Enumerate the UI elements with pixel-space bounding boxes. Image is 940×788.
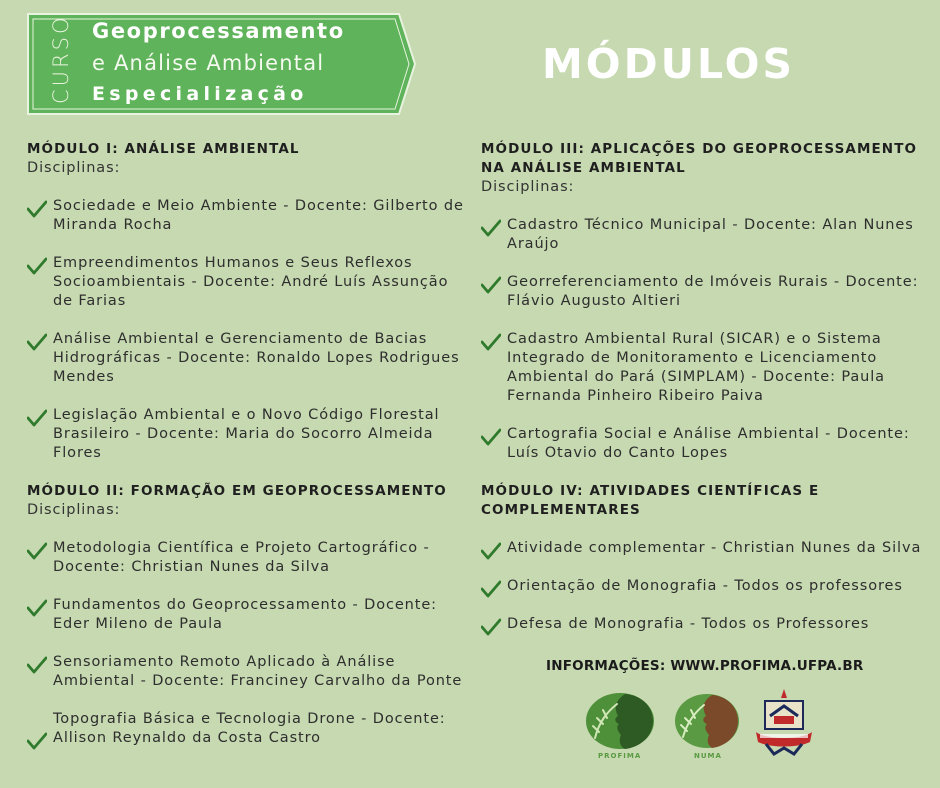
check-icon	[481, 428, 501, 446]
item-text: Cadastro Técnico Municipal - Docente: Alan Nunes Araújo	[507, 217, 914, 252]
item-text: Fundamentos do Geoprocessamento - Docente: Eder Mileno de Paula	[53, 597, 437, 632]
banner-line-2: e Análise Ambiental	[92, 51, 325, 75]
list-item	[27, 197, 467, 235]
module-title: MÓDULO IV: ATIVIDADES CIENTÍFICAS E COMPLEMENTARES	[481, 483, 820, 518]
check-icon	[27, 409, 47, 427]
list-item	[481, 425, 921, 463]
banner-line-3: Especialização	[92, 83, 308, 105]
item-text: Sociedade e Meio Ambiente - Docente: Gilberto de Miranda Rocha	[53, 198, 464, 233]
check-icon	[481, 333, 501, 351]
check-icon	[481, 618, 501, 636]
list-item	[27, 710, 467, 748]
item-text: Georreferenciamento de Imóveis Rurais - Docente: Flávio Augusto Altieri	[507, 274, 919, 309]
profima-logo	[585, 692, 655, 752]
list-item	[27, 596, 467, 634]
check-icon	[27, 599, 47, 617]
check-icon	[481, 580, 501, 598]
list-item	[27, 653, 467, 691]
list-item	[481, 330, 921, 406]
disciplines-label: Disciplinas:	[27, 502, 121, 518]
item-text: Legislação Ambiental e o Novo Código Florestal Brasileiro - Docente: Maria do Socorro Almeida Flores	[53, 407, 440, 461]
module-title: MÓDULO I: ANÁLISE AMBIENTAL	[27, 141, 300, 157]
item-text: Sensoriamento Remoto Aplicado à Análise Ambiental - Docente: Franciney Carvalho da Ponte	[53, 654, 463, 689]
item-text: Metodologia Científica e Projeto Cartográfico - Docente: Christian Nunes da Silva	[53, 540, 430, 575]
page-title: MÓDULOS	[542, 40, 796, 88]
item-text: Empreendimentos Humanos e Seus Reflexos Socioambientais - Docente: André Luís Assunção de Farias	[53, 255, 449, 309]
item-text: Topografia Básica e Tecnologia Drone - Docente: Allison Reynaldo da Costa Castro	[53, 711, 446, 746]
item-text: Análise Ambiental e Gerenciamento de Bacias Hidrográficas - Docente: Ronaldo Lopes Rodrigues Mendes	[53, 331, 460, 385]
list-item	[481, 273, 921, 311]
banner-curso-label: CURSO	[49, 14, 73, 104]
list-item	[27, 539, 467, 577]
disciplines-label: Disciplinas:	[27, 160, 121, 176]
list-item	[481, 539, 921, 558]
check-icon	[481, 219, 501, 237]
disciplines-label: Disciplinas:	[481, 179, 575, 195]
check-icon	[27, 656, 47, 674]
item-text: Cadastro Ambiental Rural (SICAR) e o Sistema Integrado de Monitoramento e Licenciamento Ambiental do Pará (SIMPLAM) - Docente: Paula Fernanda Pinheiro Ribeiro Paiva	[507, 331, 885, 404]
check-icon	[27, 200, 47, 218]
left-column	[27, 140, 467, 748]
ufpa-emblem	[752, 688, 816, 760]
list-item	[27, 254, 467, 311]
check-icon	[27, 542, 47, 560]
module-title: MÓDULO III: APLICAÇÕES DO GEOPROCESSAMENTO NA ANÁLISE AMBIENTAL	[481, 141, 918, 176]
check-icon	[27, 333, 47, 351]
item-text: Defesa de Monografia - Todos os Professores	[507, 616, 870, 632]
info-website[interactable]: INFORMAÇÕES: WWW.PROFIMA.UFPA.BR	[546, 658, 864, 674]
item-text: Atividade complementar - Christian Nunes da Silva	[507, 540, 922, 556]
list-item	[481, 216, 921, 254]
list-item	[481, 615, 921, 634]
numa-logo	[674, 693, 740, 751]
check-icon	[27, 732, 47, 750]
banner-line-1: Geoprocessamento	[92, 19, 345, 43]
numa-logo-text: NUMA	[694, 752, 722, 760]
item-text: Cartografia Social e Análise Ambiental - Docente: Luís Otavio do Canto Lopes	[507, 426, 910, 461]
profima-logo-text: PROFIMA	[598, 752, 642, 760]
item-text: Orientação de Monografia - Todos os professores	[507, 578, 903, 594]
list-item	[27, 330, 467, 387]
check-icon	[481, 542, 501, 560]
list-item	[481, 577, 921, 596]
list-item	[27, 406, 467, 463]
right-column	[481, 140, 921, 634]
check-icon	[27, 257, 47, 275]
module-title: MÓDULO II: FORMAÇÃO EM GEOPROCESSAMENTO	[27, 483, 447, 499]
check-icon	[481, 276, 501, 294]
